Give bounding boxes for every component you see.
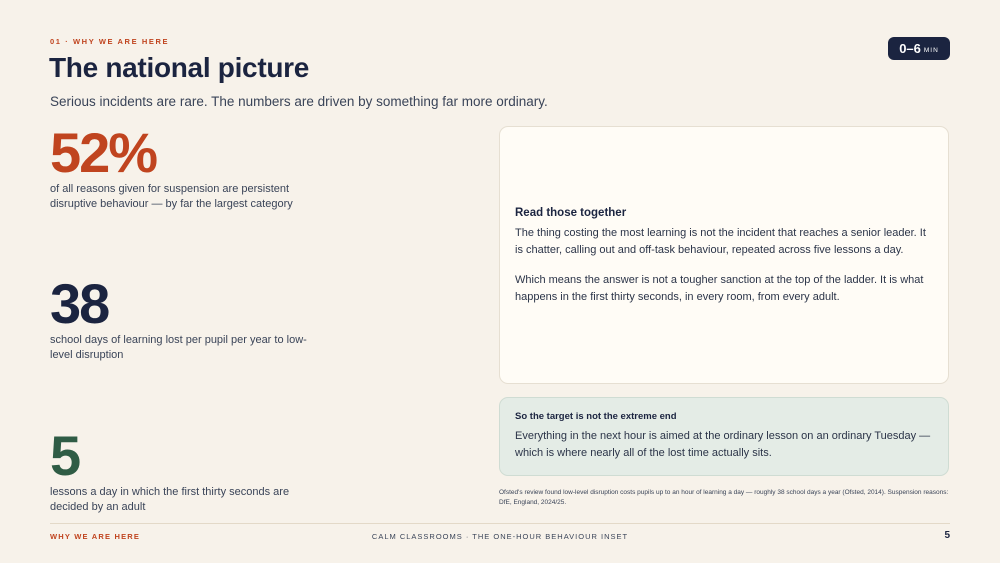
card-paragraph: Which means the answer is not a tougher sanction at the top of the ladder. It is what happens in the first thirty seconds, in every room, from every adult.: [515, 274, 924, 303]
stat-lessons-per-day: [50, 424, 320, 515]
stat-days-lost: [50, 272, 320, 363]
summary-card: [499, 126, 949, 384]
stat-description: school days of learning lost per pupil per year to low-level disruption: [50, 334, 307, 361]
callout-heading: So the target is not the extreme end: [515, 411, 677, 422]
callout-body: Everything in the next hour is aimed at the ordinary lesson on an ordinary Tuesday — which is where nearly all of the lost time actually sits.: [515, 430, 931, 459]
page-title: The national picture: [49, 52, 310, 83]
stat-value: 38: [50, 272, 109, 335]
source-note: Ofsted's review found low-level disruption costs pupils up to an hour of learning a day — roughly 38 school days a year (Ofsted, 2014). Suspension reasons: DfE, England, 2024/25.: [499, 489, 949, 506]
footer-section-label: WHY WE ARE HERE: [50, 532, 141, 541]
stat-value: 5: [50, 424, 80, 487]
footer-divider: [50, 523, 950, 524]
target-callout: [499, 397, 949, 476]
timer-badge: [888, 37, 950, 60]
card-heading: Read those together: [515, 207, 627, 219]
stat-description: of all reasons given for suspension are persistent disruptive behaviour — by far the largest category: [50, 183, 293, 210]
page-number: 5: [944, 530, 950, 541]
stat-description: lessons a day in which the first thirty seconds are decided by an adult: [50, 486, 290, 513]
timer-range: 0–6: [899, 41, 921, 56]
timer-unit: MIN: [923, 46, 939, 54]
page-subtitle: Serious incidents are rare. The numbers are driven by something far more ordinary.: [50, 94, 548, 109]
section-eyebrow: 01 · WHY WE ARE HERE: [50, 37, 170, 46]
card-paragraph: The thing costing the most learning is not the incident that reaches a senior leader. It is chatter, calling out and off-task behaviour, repeated across five lessons a day.: [515, 227, 926, 256]
stat-suspension-share: [50, 121, 320, 212]
stat-value: 52%: [50, 121, 157, 184]
footer-deck-title: CALM CLASSROOMS · THE ONE-HOUR BEHAVIOUR INSET: [371, 532, 629, 541]
